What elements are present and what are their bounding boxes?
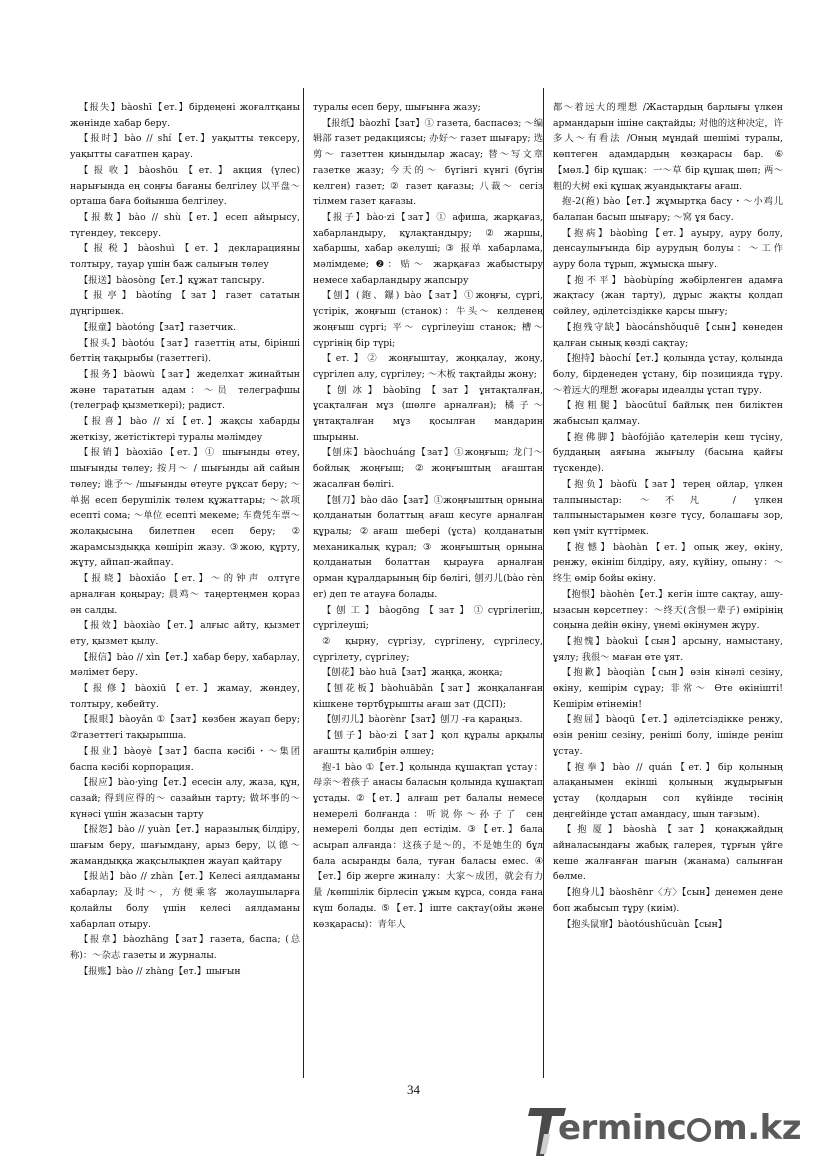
termincom-logo	[528, 1104, 818, 1162]
entry: 【报收】bàoshōu【ет.】акция (үлес) нарығында ең соңғы бағаны белгілеу 以平盘～ орташа баға бойынша белгілеу.	[70, 164, 300, 208]
entry: 【抱歉】bàoqiàn【сын】өзін кінәлі сезіну, өкіну, кешірім сұрау; 非常～ Өте өкінішті! Кешірім өтінемін!	[553, 667, 783, 710]
entry: 【抱恨】bàohèn【ет.】кегін іште сақтау, ашу-ызасын көрсетпеу：～终天(含恨一辈子) өмірінің соңына дейін өкіну, үнемі өкінумен жүру.	[553, 588, 783, 632]
entry: 【报纸】bàozhǐ【зат】① газета, баспасөз; ～编辑部 газет редакциясы; 办好～ газет шығару; 选剪～ газеттен қиындылар жасау; 替～写文章 газетке жазу; 今天的～ бүгінгі күнгі (бүгін келген) газет; ② газет қағазы; 八裁～ сегіз тілмем газет қағазы.	[313, 117, 543, 208]
entry: 【报站】bào // zhàn【ет.】Келесі аялдаманы хабарлау; 及时～，方便乘客 жолаушыларға қолайлы болу үшін келесі аялдаманы хабарлап отыру.	[70, 871, 300, 930]
column-3	[553, 100, 783, 932]
entry: 【刨】(鉋、鑤) bào【зат】①жоңғы, сүргі, үстірік, жоңғыш (станок)：牛头～ келденең жоңғыш сүргі; 平～ сүргілеуіш станок; 槽～ сүргінің бір түрі;	[313, 290, 543, 349]
entry: 【抱身儿】bàoshēnr〈方〉【сын】денемен дене боп жабысып тұру (киім).	[553, 887, 783, 914]
column-1	[70, 100, 300, 979]
column-2	[313, 100, 543, 932]
entry: 【报效】bàoxiào【ет.】алғыс айту, қызмет ету, қызмет қылу.	[70, 620, 300, 647]
entry: ② қырну, сүргізу, сүргілену, сүргілесу, сүргілету, сүргілеу;	[313, 635, 543, 663]
entry: 【抱憾】bàohàn【ет.】опық жеу, өкіну, ренжу, өкініш білдіру, аяу, күйіну, опыну：～终生 өмір бойы өкіну.	[553, 541, 783, 585]
entry: 【抱厦】bàoshà【зат】қонақжайдың айналасындағы жабық галерея, тұрғын үйге кеше жалғанған шағын (жанама) салынған бөлме.	[553, 824, 783, 883]
entry: 【报税】bàoshuì【ет.】декларацияны толтыру, тауар үшін баж салығын төлеу	[70, 243, 300, 271]
entry: 【抱病】bàobìng【ет.】ауыру, ауру болу, денсаулығында бір аурудың болуы：～工作 ауру бола тұрып, жұмысқа шығу.	[553, 227, 783, 271]
entry: туралы есеп беру, шығынға жазу;	[313, 102, 481, 113]
entry: 【刨刃儿】bàorènr【зат】刨刀 -ға қараңыз.	[322, 714, 523, 726]
entry: 【刨花板】bàohuābǎn【зат】жоңқаланған кішкене төртбұрышты ағаш зат (ДСП);	[313, 683, 543, 710]
entry: 【抱佛脚】bàofójiǎo қателерін кеш түсіну, буддаңың аяғына жығылу (басына қайғы түскенде).	[553, 431, 783, 475]
entry: 【报头】bàotóu【зат】газеттің аты, бірінші беттің тақырыбы (газеттегі).	[70, 337, 300, 365]
entry: 【抱负】bàofù【зат】терең ойлар, үлкен талпыныстар: ～不凡 / үлкен талпыныстарымен көзге түсу, болашағы зор, көп үміт күттірмек.	[553, 478, 783, 537]
entry: 【抱粗腿】bàocūtuǐ байлық пен биліктен жабысып қалмау.	[553, 400, 783, 428]
entry: 【报务】bàowù【зат】жеделхат жинайтын және тарататын адам：～员 телеграфшы (телеграф қызметкері); радист.	[70, 368, 300, 412]
logo-wordmark: erminc m.kz	[558, 1108, 802, 1148]
entry: 【报业】bàoyè【зат】баспа кәсібі・～集团 баспа кәсібі корпорация.	[70, 745, 300, 773]
entry: 都～着远大的理想 /Жастардың барлығы үлкен армандарын ішіне сақтайды; 对他的这种决定，许多人～有看法 /Оның мұндай шешімі туралы, көптеген адамдардың көзқарасы бар. ⑥【мөл.】бір құшақ：一～草 бір құшақ шөп; 两～粗的大树 екі құшақ жуандықтағы ағаш.	[553, 102, 783, 192]
entry: 【抱屈】bàoqū【ет.】әділетсіздікке ренжу, өзін реніш сезіну, реніші болу, ішінде реніш ұстау.	[553, 714, 783, 757]
entry: 【刨冰】bàobīng【зат】ұнтақталған, ұсақталған мұз (шөлге арналған); 橘子～ ұнтақталған мұз қосылған мандарин шырыны.	[313, 384, 543, 443]
entry: 【报账】bào // zhàng【ет.】шығын	[79, 965, 241, 977]
entry: 【报怨】bào // yuàn【ет.】наразылық білдіру, шағым беру, шағымдану, арыз беру, 以德～ жамандыққа жақсылықпен жауап қайтару	[70, 824, 300, 867]
entry: 【报童】bàotóng【зат】газетчик.	[79, 321, 237, 333]
entry: 【报子】bào·zi【зат】① афиша, жарқағаз, хабарландыру, құлақтандыру; ②жаршы, хабаршы, хабар әкелуші; ③ 报单 хабарлама, мәлімдеме; ❷：贴～ жарқағаз жабыстыру немесе хабарландыру жапсыру	[313, 211, 543, 286]
entry: 【报应】bào·yìng【ет.】есесін алу, жаза, құн, сазай; 得到应得的～ сазайын тарту; 做坏事的～ күнәсі үшін жазасын тарту	[70, 777, 300, 820]
entry: 【刨床】bàochuáng【зат】①жоңғыш; 龙门～ бойлық жоңғыш; ②жоңғыштың ағаштан жасалған бөлігі.	[313, 447, 543, 490]
entry: 【报时】bào // shí【ет.】уақытты тексеру, уақытты сағатпен қарау.	[70, 133, 300, 161]
entry: 【抱头鼠窜】bàotóushǔcuàn【сын】	[562, 918, 728, 930]
entry: 【报失】bàoshī【ет.】бірдеңені жоғалтқаны жөнінде хабар беру.	[70, 102, 300, 129]
entry: 【抱残守缺】bàocánshǒuquē【сын】көнеден қалған сынық көзді сақтау;	[553, 321, 783, 349]
entry: 【ет.】② жоңғыштау, жоңқалау, жоңу, сүргілеп алу, сүргілеу; ～木板 тақтайды жону;	[313, 353, 543, 380]
entry: 抱-1 bào ①【ет.】қолында құшақтап ұстау：母亲～着孩子 анасы баласын қолында құшақтап ұстады. ②【ет.】алғаш рет балалы немесе немерелі болғанда：听说你～孙子了 сен немерелі болды деп естідім. ③【ет.】бала асырап алғанда：这孩子是～的，不是她生的 бұл бала асыранды бала, туған баласы емес. ④【ет.】бір жерге жиналу：大家～成团，就会有力量 /көпшілік бірлесіп ұжым құрса, сонда ғана күш болады. ⑤【ет.】іште сақтау(ойы және көзқарасы)：青年人	[313, 761, 543, 930]
entry: 【抱持】bàochí【ет.】қолында ұстау, қолында болу, бірденеден ұстану, бір позицияда тұру. ～着远大的理想 жоғары идеалды ұстап тұру.	[553, 353, 783, 396]
entry: 【报亭】bàotíng【зат】газет сататын дүңгіршек.	[70, 290, 300, 318]
entry: 【抱愧】bàokuì【сын】арсыну, намыстану, ұялу; 我很～ маған өте ұят.	[553, 635, 783, 663]
entry: 【报修】bàoxiū【ет.】жамау, жөндеу, толтыру, көбейту.	[70, 683, 300, 710]
entry: 【报数】bào // shù【ет.】есеп айырысу, түгендеу, тексеру.	[70, 211, 300, 239]
entry: 【报眼】bàoyǎn ①【зат】көзбен жауап беру; ②газеттегі тақырыпша.	[70, 714, 300, 742]
column-divider	[543, 88, 544, 1078]
entry: 【报销】bàoxiāo【ет.】① шығынды өтеу, шығынды төлеу; 按月～ / шығынды ай сайын төлеу; 谁予～ /шығынды өтеуге рұқсат беру; ～单据 есеп берушілік төлем құжаттары; ～款项 есепті сома; ～单位 есепті мекеме; 车费凭车票～ жолақысына билетпен есеп беру; ② жарамсыздыққа көшіріп жазу. ③жою, құрту, жұту, айпап-жайпау.	[70, 447, 300, 569]
entry: 【抱不平】bàobùpíng жәбірленген адамға жақтасу (жан тарту), дұрыс жақты қолдап сөйлеу, әділетсіздікке қарсы шығу;	[553, 274, 783, 318]
page-number: 34	[407, 1082, 420, 1097]
entry: 【刨子】bào·zi【зат】қол құралы арқылы ағашты қалибрін әлшеу;	[313, 730, 543, 757]
entry: 【报信】bào // xìn【ет.】хабар беру, хабарлау, мәлімет беру.	[70, 651, 300, 679]
entry: 【刨花】bào huā【зат】жаңқа, жоңқа;	[322, 667, 503, 679]
entry: 【报送】bàosòng【ет.】құжат тапсыру.	[79, 274, 265, 286]
entry: 【抱拳】bào // quán【ет.】бір қолының алақанымен екінші қолының жұдырығын ұстау (қолдарын сол күйінде төсінің деңгейінде ұстап амандасу, шын тағзым).	[553, 761, 783, 820]
entry: 【报喜】bào // xǐ【ет.】жақсы хабарды жеткізу, жетістіктері туралы мәлімдеу	[70, 416, 300, 443]
entry: 【刨刀】bào dāo【зат】①жоңғыштың орнына қолданатын болаттың ағаш кесуге арналған құралы; ②ағаш шебері (ұста) қолданатын механикалық құрал; ③ жоңғыштың орнына қолданатын болаттан қырауға арналған орман құралдарының бір бөлігі, 刨刃儿(bào rèn er) деп те атауға болады.	[313, 494, 543, 600]
entry: 抱-2(菢) bào【ет.】жұмыртқа басу・～小鸡儿 балапан басып шығару; ～窝 ұя басу.	[553, 196, 783, 223]
entry: 【报章】bàozhāng【зат】газета, баспа; (总称)：～杂志 газеты и журналы.	[70, 934, 300, 961]
entry: 【报晓】bàoxiǎo【ет.】～的钟声 олтүге арналған қоңырау; 晨鸡～ таңертеңмен қораз ән салды.	[70, 573, 300, 616]
column-divider	[303, 88, 304, 1078]
entry: 【刨工】bàogōng【зат】①сүргілегіш, сүргілеуші;	[313, 604, 543, 632]
